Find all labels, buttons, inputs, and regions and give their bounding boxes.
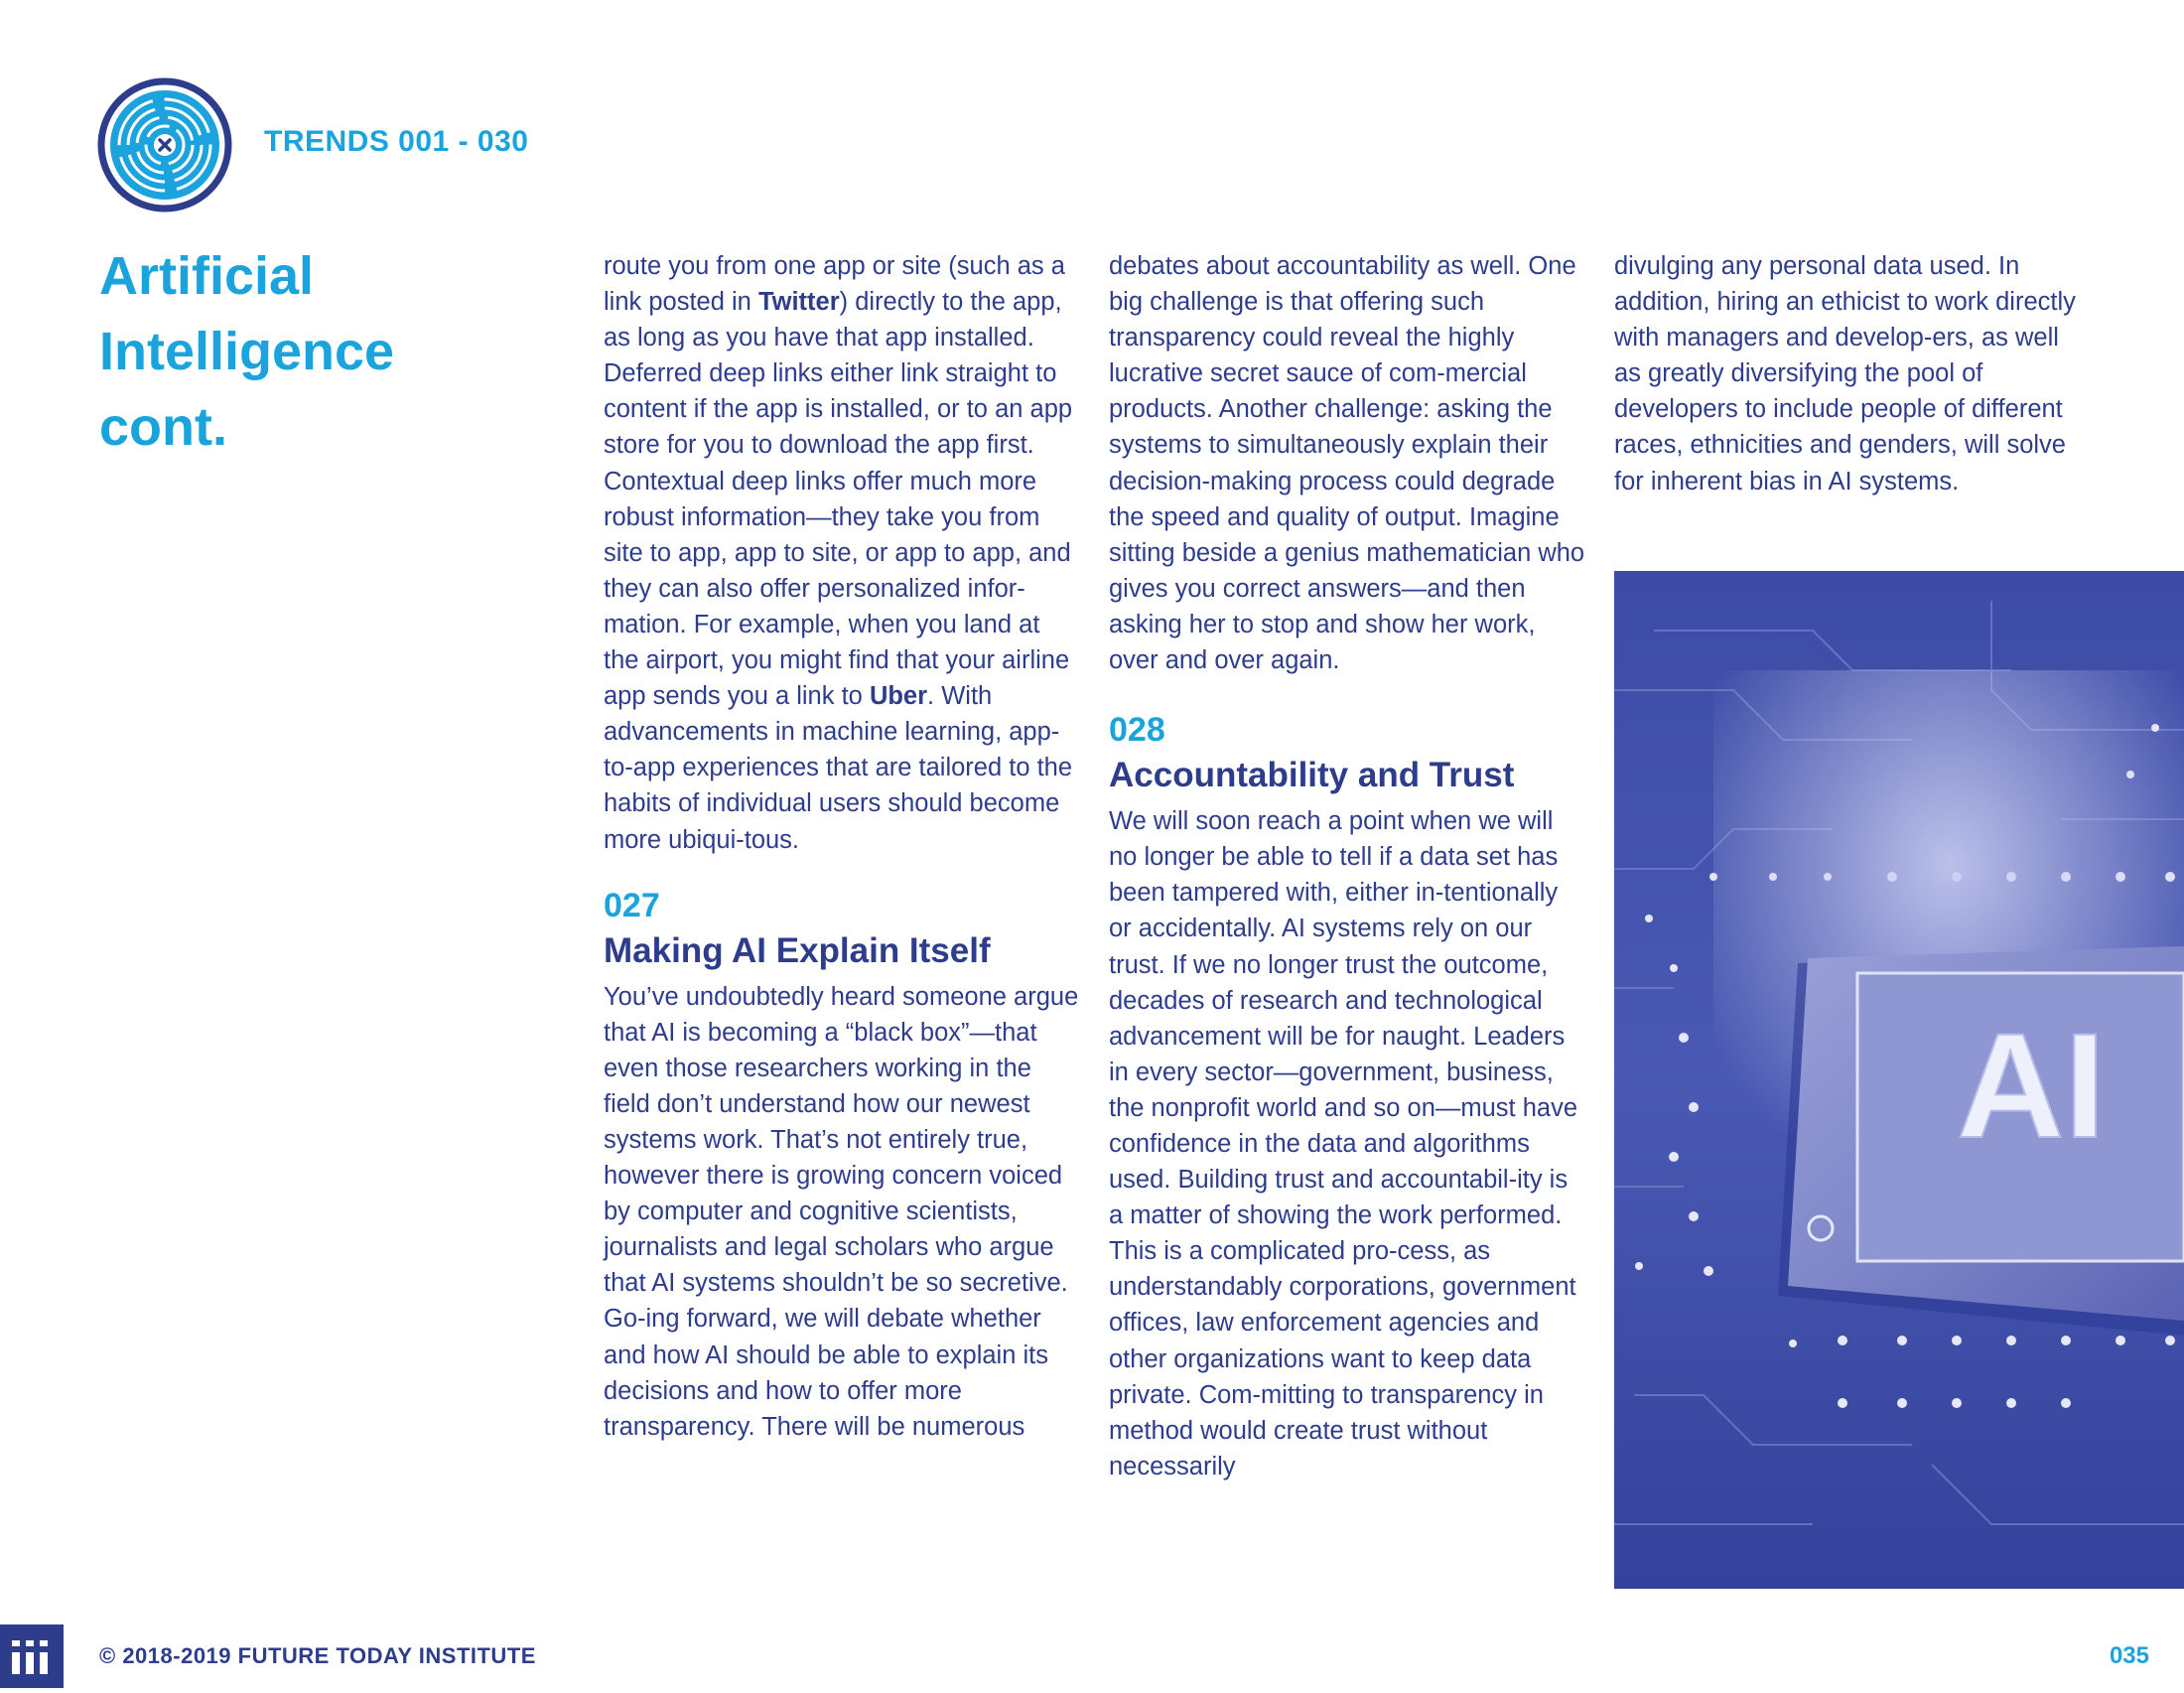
text-column-1 — [604, 248, 1080, 1445]
trend-body: We will soon reach a point when we will no longer be able to tell if a data set has been tampered with, either in-tentionally or accidentally. AI systems rely on our trust. If we no longer trust the outcome, decades of research and technological advancement will be for naught. Leaders in every sector—government, business, the nonprofit world and so on—must have confidence in the data and algorithms used. Building trust and accountabil-ity is a matter of showing the work performed. This is a complicated pro-cess, as understandably corporations, government offices, law enforcement agencies and other organizations want to keep data private. Com-mitting to transparency in method would create trust without necessarily — [1109, 807, 1578, 1481]
paragraph-deep-links — [604, 248, 1080, 858]
text-column-2 — [1109, 248, 1585, 1484]
ai-chip-image — [1614, 571, 2184, 1589]
paragraph-divulging: divulging any personal data used. In addition, hiring an ethicist to work directly with managers and develop-ers, as well as greatly diversifying the pool of developers to include people of different races, ethnicities and genders, will solve for inherent bias in AI systems. — [1614, 252, 2076, 495]
trend-heading: Accountability and Trust — [1109, 756, 1515, 795]
trend-body: You’ve undoubtedly heard someone argue that AI is becoming a “black box”—that even those researchers working in the field don’t understand how our newest systems work. That’s not entirely true, however there is growing concern voiced by computer and cognitive scientists, journalists and legal scholars who argue that AI systems shouldn’t be so secretive. Go-ing forward, we will debate whether and how AI should be able to explain its decisions and how to offer more transparency. There will be numerous — [604, 982, 1079, 1441]
maze-logo-icon — [97, 77, 232, 212]
page-number: 035 — [2109, 1642, 2149, 1669]
footer-logo-icon — [0, 1624, 64, 1688]
page-title — [99, 238, 394, 465]
trend-heading: Making AI Explain Itself — [604, 930, 991, 970]
paragraph-debates: debates about accountability as well. One big challenge is that offering such transparency could reveal the highly lucrative secret sauce of com-mercial products. Another challenge: asking the systems to simultaneously explain their decision-making process could degrade the speed and quality of output. Imagine sitting beside a genius mathematician who gives you correct answers—and then asking her to stop and show her work, over and over again. — [1109, 252, 1585, 675]
trend-028 — [1109, 708, 1585, 1484]
copyright-notice: © 2018-2019 FUTURE TODAY INSTITUTE — [99, 1643, 536, 1668]
text-run: route you from one app or site (such as a link posted in — [604, 252, 1065, 317]
title-line-1: Artificial — [99, 246, 315, 306]
company-link-uber[interactable]: Uber — [869, 682, 928, 711]
trend-027 — [604, 884, 1080, 1445]
text-column-3 — [1614, 248, 2081, 499]
text-run: . With advancements in machine learning, app-to-app experiences that are tailored to the habits of individual users should become more ubiqui-tous. — [604, 682, 1073, 854]
text-run: ) directly to the app, as long as you have that app installed. Deferred deep links either link straight to content if the app is installed, or to an app store for you to download the app first. Contextual deep links offer much more robust information—they take you from site to app, app to site, or app to app, and they can also offer personalized infor-mation. For example, when you land at the airport, you might find that your airline app sends you a link to — [604, 288, 1073, 711]
section-label: TRENDS 001 - 030 — [264, 125, 529, 158]
title-line-2: Intelligence — [99, 322, 395, 381]
company-link-twitter[interactable]: Twitter — [757, 288, 840, 317]
title-line-3: cont. — [99, 397, 227, 457]
trend-number: 028 — [1109, 711, 1165, 750]
trend-number: 027 — [604, 886, 660, 924]
chip-label: AI — [1957, 1002, 2106, 1169]
